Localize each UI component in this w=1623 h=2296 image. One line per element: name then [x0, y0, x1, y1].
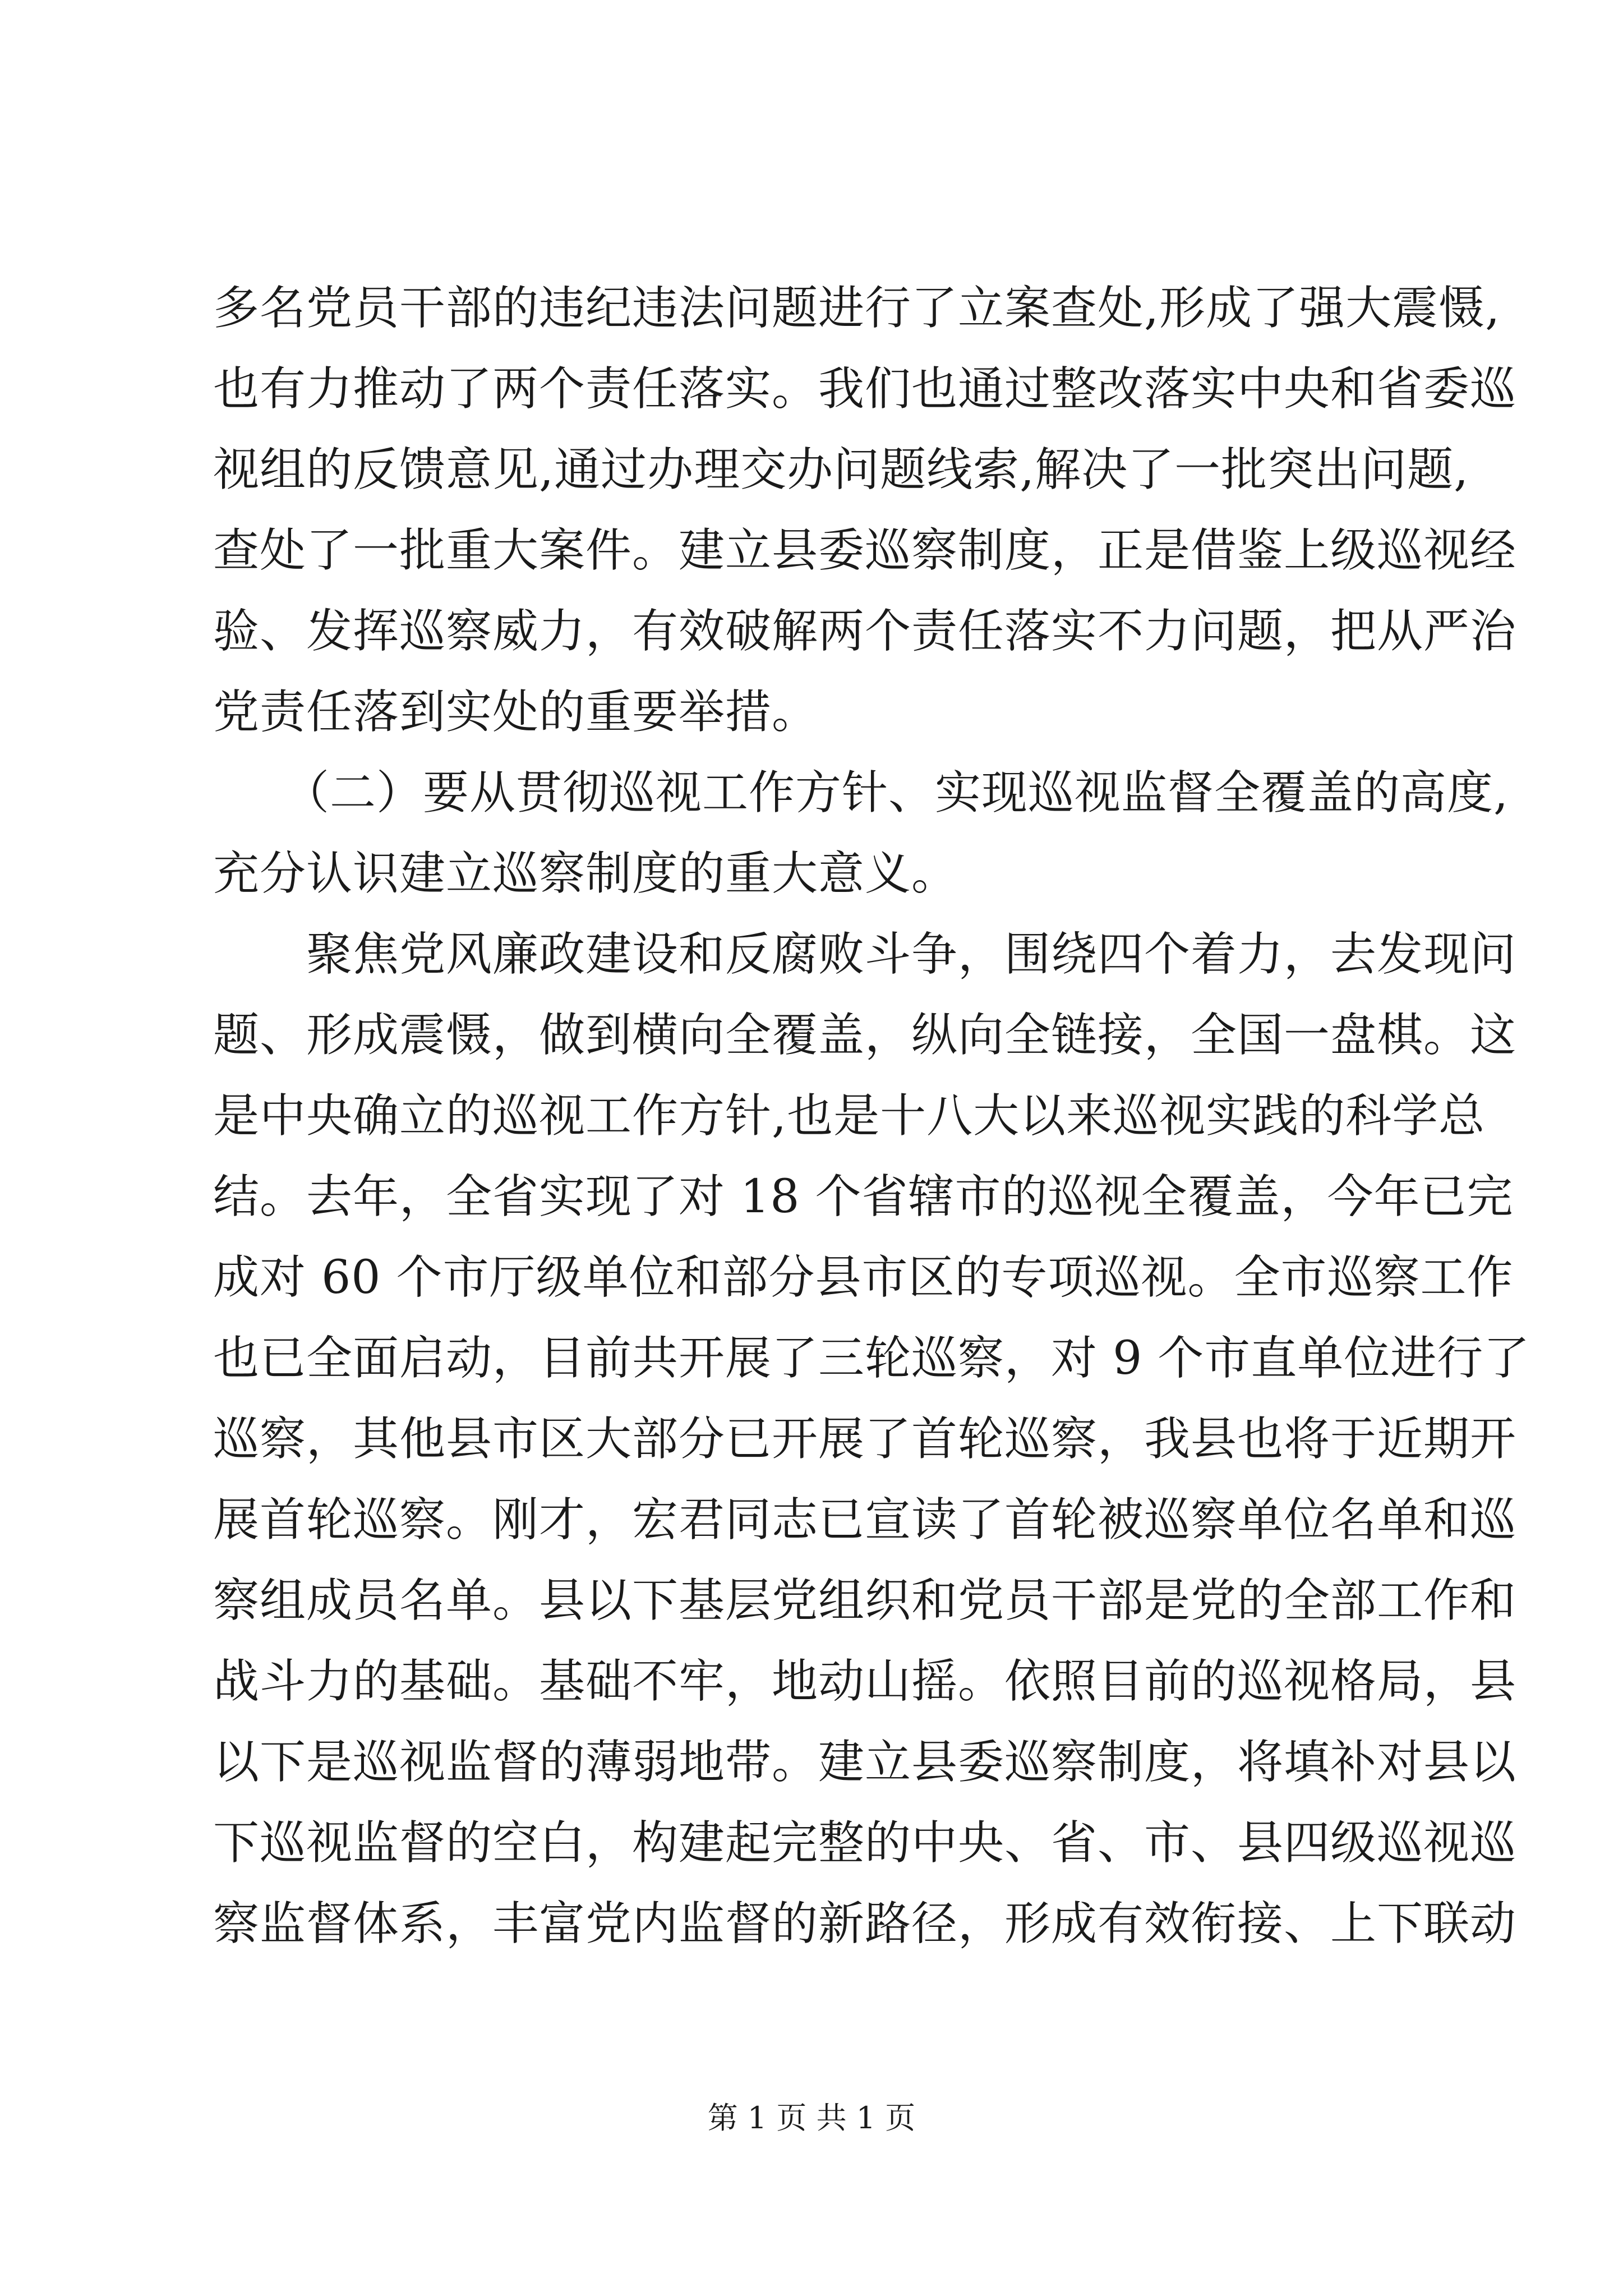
- text-line: 巡察，其他县市区大部分已开展了首轮巡察，我县也将于近期开: [213, 1412, 1517, 1466]
- text-line: 成对 60 个市厅级单位和部分县市区的专项巡视。全市巡察工作: [213, 1251, 1514, 1304]
- text-line: 聚焦党风廉政建设和反腐败斗争，围绕四个着力，去发现问: [213, 928, 1517, 981]
- text-line: 查处了一批重大案件。建立县委巡察制度，正是借鉴上级巡视经: [213, 524, 1517, 577]
- text-line: 是中央确立的巡视工作方针,也是十八大以来巡视实践的科学总: [213, 1089, 1486, 1143]
- text-line: 题、形成震慑，做到横向全覆盖，纵向全链接，全国一盘棋。这: [213, 1009, 1517, 1062]
- body-text: [213, 268, 1530, 1964]
- text-line: 验、发挥巡察威力，有效破解两个责任落实不力问题，把从严治: [213, 605, 1517, 658]
- text-line: 察监督体系，丰富党内监督的新路径，形成有效衔接、上下联动: [213, 1897, 1517, 1950]
- text-line: 多名党员干部的违纪违法问题进行了立案查处,形成了强大震慑,: [213, 282, 1501, 335]
- text-line: 也已全面启动，目前共开展了三轮巡察，对 9 个市直单位进行了: [213, 1332, 1530, 1385]
- text-line: 下巡视监督的空白，构建起完整的中央、省、市、县四级巡视巡: [213, 1816, 1517, 1870]
- text-line: 结。去年，全省实现了对 18 个省辖市的巡视全覆盖，今年已完: [213, 1170, 1514, 1223]
- text-line: 察组成员名单。县以下基层党组织和党员干部是党的全部工作和: [213, 1574, 1517, 1627]
- text-line: 也有力推动了两个责任落实。我们也通过整改落实中央和省委巡: [213, 362, 1517, 416]
- text-line: 视组的反馈意见,通过办理交办问题线索,解决了一批突出问题,: [213, 443, 1469, 496]
- section-heading-line: （二）要从贯彻巡视工作方针、实现巡视监督全覆盖的高度,: [213, 766, 1509, 820]
- section-heading-line: 充分认识建立巡察制度的重大意义。: [213, 847, 958, 900]
- text-line: 党责任落到实处的重要举措。: [213, 685, 819, 739]
- text-line: 以下是巡视监督的薄弱地带。建立县委巡察制度，将填补对县以: [213, 1736, 1517, 1789]
- text-line: 战斗力的基础。基础不牢，地动山摇。依照目前的巡视格局，县: [213, 1655, 1517, 1708]
- text-line: 展首轮巡察。刚才，宏君同志已宣读了首轮被巡察单位名单和巡: [213, 1493, 1517, 1547]
- page-footer: 第 1 页 共 1 页: [707, 2100, 916, 2136]
